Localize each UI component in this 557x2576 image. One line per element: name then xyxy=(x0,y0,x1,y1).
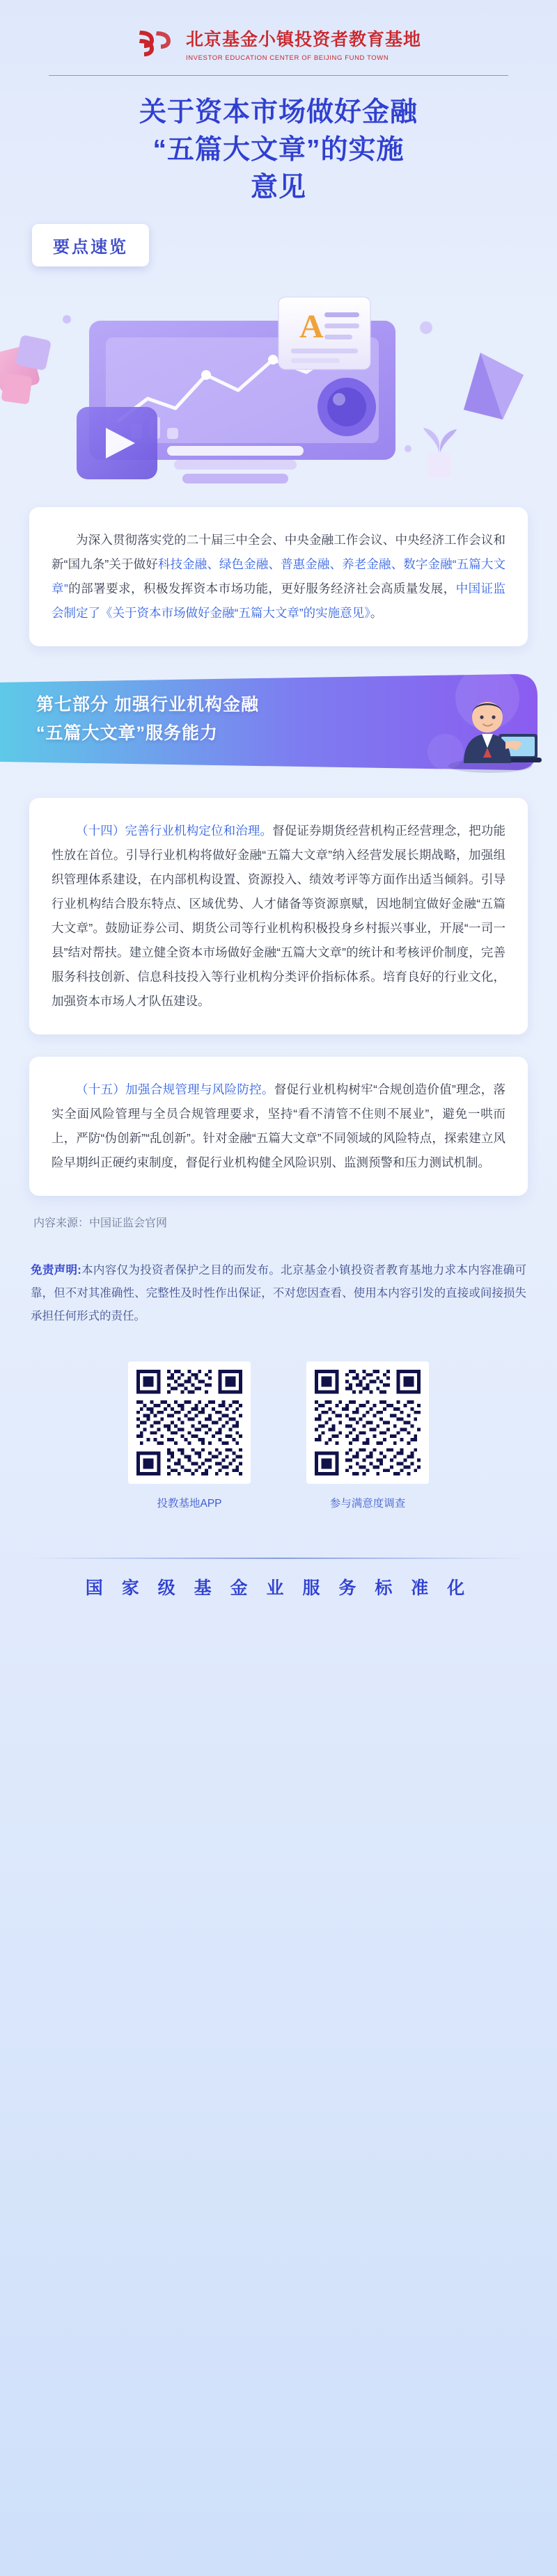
section-banner-title: 第七部分 加强行业机构金融 “五篇大文章”服务能力 xyxy=(36,695,259,743)
page-title: 关于资本市场做好金融 “五篇大文章”的实施 意见 xyxy=(139,97,418,202)
content-card-2 xyxy=(29,1057,528,1196)
content-lead: （十四）完善行业机构定位和治理。 xyxy=(76,824,273,838)
logo-text xyxy=(186,26,421,62)
content-paragraph-1 xyxy=(52,819,505,1014)
page-footer xyxy=(0,1542,557,1620)
intro-text: 。 xyxy=(370,606,383,621)
intro-text: 为深入贯彻落实党的二十届三中全会、中央金融工作会议、中央经济工作会议和新“国九条”关于做好 xyxy=(52,533,505,572)
logo-row xyxy=(136,24,421,64)
banner-person-illustration xyxy=(439,674,543,776)
disclaimer xyxy=(31,1259,526,1328)
page-title-wrap xyxy=(0,76,557,211)
qr-item-survey[interactable] xyxy=(301,1361,434,1510)
content-source: 内容来源：中国证监会官网 xyxy=(33,1217,168,1230)
site-header xyxy=(0,0,557,68)
footer-divider xyxy=(29,1558,528,1559)
content-body: 督促行业机构树牢“合规创造价值”理念，落实全面风险管理与全员合规管理要求，坚持“看不清管不住则不展业”，避免一哄而上，严防“伪创新”“乱创新”。针对金融“五篇大文章”不同领域的风险特点，探索建立风险早期纠正硬约束制度，督促行业机构健全风险识别、监测预警和压力测试机制。 xyxy=(52,1082,506,1170)
svg-text:A: A xyxy=(299,308,324,346)
qr-item-app[interactable] xyxy=(123,1361,256,1510)
content-body: 督促证券期货经营机构正经营理念，把功能性放在首位。引导行业机构将做好金融“五篇大文章”纳入经营发展长期战略，加强组织管理体系建设，在内部机构设置、资源投入、绩效考评等方面作出适当倾斜。引导行业机构结合股东特点、区域优势、人才储备等资源禀赋，因地制宜做好金融“五篇大文章”。鼓励证券公司、期货公司等行业机构积极投身乡村振兴事业，开展“一司一县”结对帮扶。建立健全资本市场做好金融“五篇大文章”的统计和考核评价制度，完善服务科技创新、信息科技投入等行业机构分类评价指标体系。培育良好的行业文化，加强资本市场人才队伍建设。 xyxy=(52,824,506,1009)
qr-caption-app: 投教基地APP xyxy=(157,1498,222,1510)
intro-paragraph xyxy=(52,528,505,625)
qr-code-icon[interactable] xyxy=(306,1361,429,1484)
qr-code-row xyxy=(0,1361,557,1510)
badge-wrap xyxy=(0,211,557,266)
org-name-cn: 北京基金小镇投资者教育基地 xyxy=(185,31,421,49)
section-banner xyxy=(0,670,557,774)
intro-text: 的部署要求，积极发挥资本市场功能，更好服务经济社会高质量发展， xyxy=(68,582,456,596)
disclaimer-title: 免责声明: xyxy=(31,1264,81,1277)
content-paragraph-2 xyxy=(52,1078,505,1175)
qr-code-icon[interactable] xyxy=(128,1361,251,1484)
intro-card xyxy=(29,507,528,646)
content-card-1 xyxy=(29,798,528,1034)
org-name-en: INVESTOR EDUCATION CENTER OF BEIJING FUND TOWN xyxy=(185,54,389,62)
qr-caption-survey: 参与满意度调查 xyxy=(329,1498,406,1510)
intro-highlight: 科技金融、绿色金融、普惠金融、养老金融、数字金融“五篇大文章” xyxy=(52,557,505,596)
content-lead: （十五）加强合规管理与风险防控。 xyxy=(76,1082,274,1097)
header-divider xyxy=(49,75,508,76)
intro-highlight: 中国证监会制定了《关于资本市场做好金融“五篇大文章”的实施意见》 xyxy=(52,582,506,621)
highlights-badge: 要点速览 xyxy=(32,224,149,266)
red-wave-logo-icon xyxy=(136,24,176,64)
footer-slogan: 国 家 级 基 金 业 服 务 标 准 化 xyxy=(85,1578,472,1599)
hero-illustration xyxy=(0,271,557,507)
disclaimer-text: 本内容仅为投资者保护之目的而发布。北京基金小镇投资者教育基地力求本内容准确可靠，但不对其准确性、完整性及时性作出保证，不对您因查看、使用本内容引发的直接或间接损失承担任何形式的责任。 xyxy=(31,1264,526,1323)
